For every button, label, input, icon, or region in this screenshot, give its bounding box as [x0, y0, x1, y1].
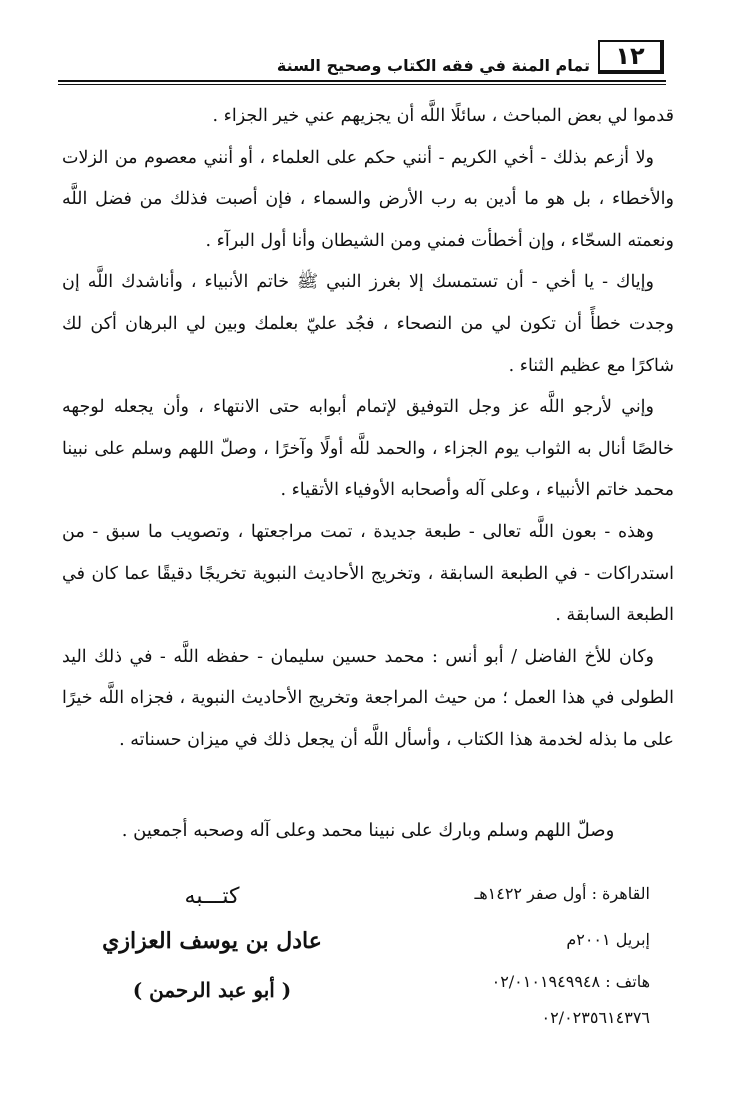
paragraph-3: وإياك - يا أخي - أن تستمسك إلا بغرز النبي ﷺ خاتم الأنبياء ، وأناشدك اللَّه إن وجدت خطأً أن تكون لي من النصحاء ، فجُد عليّ بعلمك وبين لي البرهان أكن لك شاكرًا مع عظيم الثناء .	[62, 272, 674, 376]
phone-number-2: ٠٢/٠٢٣٥٦١٤٣٧٦	[541, 1008, 650, 1027]
place-date: القاهرة : أول صفر ١٤٢٢هـ	[474, 884, 650, 903]
paragraph-5: وهذه - بعون اللَّه تعالى - طبعة جديدة ، تمت مراجعتها ، وتصويب ما سبق - من استدراكات - في الطبعة السابقة ، وتخريج الأحاديث النبوية تخريجًا دقيقًا عما كان في الطبعة السابقة .	[62, 521, 674, 626]
header-rule	[58, 80, 666, 85]
closing-prayer: وصلّ اللهم وسلم وبارك على نبينا محمد وعلى آله وصحبه أجمعين .	[121, 820, 615, 841]
author-kunya: ( أبو عبد الرحمن )	[132, 978, 292, 1002]
paragraph-2: ولا أزعم بذلك - أخي الكريم - أنني حكم على العلماء ، أو أنني معصوم من الزلات والأخطاء ، بل هو ما أدين به رب الأرض والسماء ، فإن أصبت فذلك من فضل اللَّه ونعمته السحّاء ، وإن أخطأت فمني ومن الشيطان وأنا أول البرآء .	[62, 147, 674, 251]
running-header-title: تمام المنة في فقه الكتاب وصحيح السنة	[276, 56, 590, 75]
gregorian-date: إبريل ٢٠٠١م	[566, 930, 650, 949]
paragraph-6: وكان للأخ الفاضل / أبو أنس : محمد حسين سليمان - حفظه اللَّه - في ذلك اليد الطولى في هذا العمل ؛ من حيث المراجعة وتخريج الأحاديث النبوية ، فجزاه اللَّه خيرًا على ما بذله لخدمة هذا الكتاب ، وأسأل اللَّه أن يجعل ذلك في ميزان حسناته .	[62, 646, 674, 750]
paragraph-1: قدموا لي بعض المباحث ، سائلًا اللَّه أن يجزيهم عني خير الجزاء .	[212, 106, 674, 126]
signature-written-by: كتـــبه	[184, 884, 240, 909]
page-number: ١٢	[598, 40, 664, 74]
phone-number-1: هاتف : ٠٢/٠١٠١٩٤٩٩٤٨	[491, 972, 650, 991]
author-name: عادل بن يوسف العزازي	[102, 928, 322, 954]
body-text	[62, 96, 674, 762]
paragraph-4: وإني لأرجو اللَّه عز وجل التوفيق لإتمام أبوابه حتى الانتهاء ، وأن يجعله لوجهه خالصًا أنال به الثواب يوم الجزاء ، والحمد للَّه أولًا وآخرًا ، وصلّ اللهم وسلم على نبينا محمد خاتم الأنبياء ، وعلى آله وأصحابه الأوفياء الأتقياء .	[62, 397, 674, 501]
